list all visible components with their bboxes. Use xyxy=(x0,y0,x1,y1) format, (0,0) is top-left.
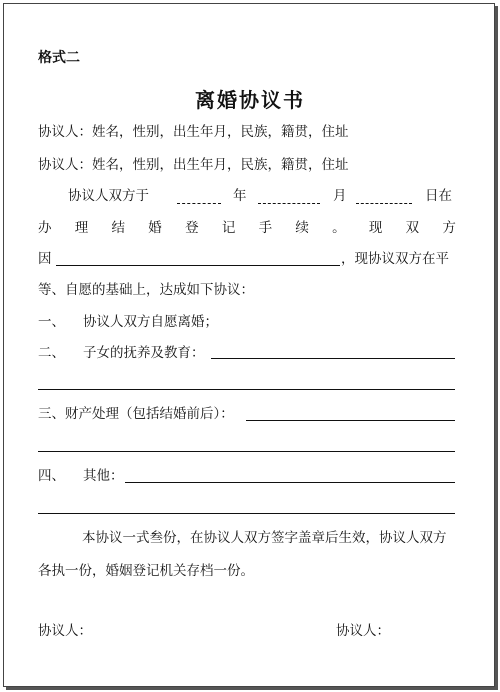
party-line-1: 协议人：姓名，性别，出生年月，民族，籍贯，住址 xyxy=(38,124,349,140)
intro-char: 手 xyxy=(258,220,273,236)
item-two-number: 二、 xyxy=(38,345,65,361)
signature-right: 协议人： xyxy=(336,623,390,639)
reason-blank[interactable] xyxy=(56,265,340,266)
intro-char: 登 xyxy=(185,220,199,236)
item-one-number: 一、 xyxy=(38,314,65,330)
format-label: 格式二 xyxy=(38,50,80,66)
month-label: 月 xyxy=(333,188,347,204)
intro-char: 办 xyxy=(38,220,52,236)
now-agree-text: ，现协议双方在平 xyxy=(341,251,449,267)
item-four-number: 四、 xyxy=(38,468,65,484)
item-four-text: 其他： xyxy=(83,468,124,484)
intro-char: 双 xyxy=(405,220,420,236)
intro-char: 婚 xyxy=(148,220,162,236)
signature-left: 协议人： xyxy=(38,623,92,639)
item-two-blank-line[interactable] xyxy=(38,389,455,390)
because-label: 因 xyxy=(38,251,52,267)
item-one-text: 协议人双方自愿离婚； xyxy=(83,314,218,330)
intro-char: 方 xyxy=(442,220,456,236)
item-four-blank-line[interactable] xyxy=(38,513,455,514)
item-three-blank[interactable] xyxy=(246,420,455,421)
year-label: 年 xyxy=(233,188,247,204)
closing-line-2: 各执一份，婚姻登记机关存档一份。 xyxy=(38,563,254,579)
item-four-blank[interactable] xyxy=(125,482,455,483)
item-two-text: 子女的抚养及教育： xyxy=(83,345,205,361)
day-label: 日在 xyxy=(425,188,452,204)
intro-char: 现 xyxy=(368,220,383,236)
item-three-blank-line[interactable] xyxy=(38,451,455,452)
month-blank[interactable] xyxy=(258,203,320,204)
year-blank[interactable] xyxy=(177,203,221,204)
item-two-blank[interactable] xyxy=(211,358,455,359)
intro-line-4: 等、自愿的基础上，达成如下协议： xyxy=(38,282,254,298)
intro-char: 理 xyxy=(74,220,89,236)
intro-char: 续 xyxy=(295,220,309,236)
document-title: 离婚协议书 xyxy=(195,88,305,112)
intro-char: 结 xyxy=(111,220,126,236)
party-line-2: 协议人：姓名，性别，出生年月，民族，籍贯，住址 xyxy=(38,157,349,173)
closing-line-1: 本协议一式叁份，在协议人双方签字盖章后生效，协议人双方 xyxy=(82,530,447,546)
intro-char: 记 xyxy=(221,220,236,236)
item-three-text: 三、财产处理（包括结婚前后）： xyxy=(38,406,234,422)
intro-prefix: 协议人双方于 xyxy=(68,188,149,204)
intro-char: 。 xyxy=(332,220,346,236)
day-blank[interactable] xyxy=(356,203,412,204)
intro-line-2 xyxy=(38,220,456,236)
